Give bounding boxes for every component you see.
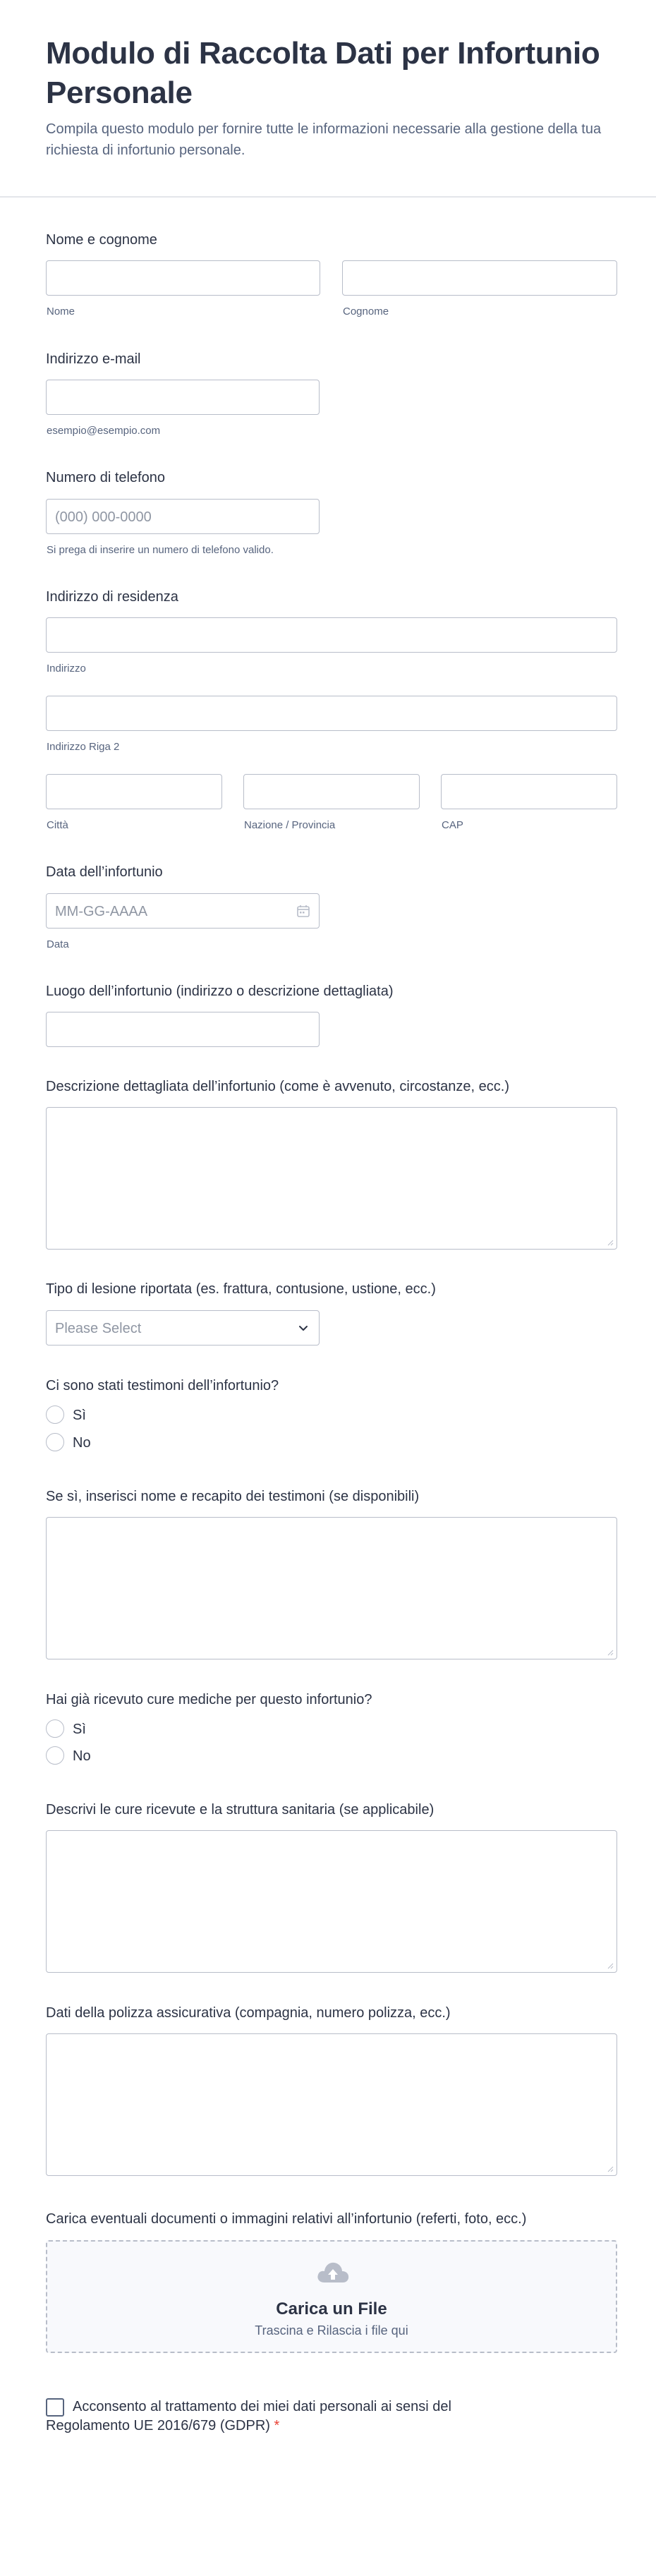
- consent-label: [46, 2397, 497, 2436]
- address-line2-sublabel: Indirizzo Riga 2: [47, 741, 120, 753]
- witness-details-textarea[interactable]: [46, 1517, 617, 1659]
- radio-label: No: [73, 1748, 91, 1764]
- insurance-label: Dati della polizza assicurativa (compagnia, numero polizza, ecc.): [46, 2005, 451, 2021]
- form-title: Modulo di Raccolta Dati per Infortunio Personale: [46, 36, 600, 110]
- form-subtitle: Compila questo modulo per fornire tutte le informazioni necessarie alla gestione della tua richiesta di infortunio personale.: [46, 121, 602, 158]
- injury-location-input[interactable]: [46, 1012, 320, 1047]
- form-header: [46, 34, 610, 161]
- email-input[interactable]: [46, 380, 320, 415]
- cloud-upload-icon: [315, 2258, 351, 2287]
- zip-sublabel: CAP: [442, 819, 463, 831]
- file-upload-dropzone[interactable]: [46, 2240, 617, 2353]
- witness-details-label: Se sì, inserisci nome e recapito dei testimoni (se disponibili): [46, 1489, 420, 1504]
- upload-title: Carica un File: [276, 2299, 387, 2318]
- resize-grip-icon[interactable]: [607, 1962, 614, 1969]
- first-name-sublabel: Nome: [47, 306, 75, 318]
- injury-date-input[interactable]: [46, 893, 320, 929]
- required-mark: *: [274, 2418, 280, 2433]
- resize-grip-icon[interactable]: [607, 1649, 614, 1656]
- injury-date-sublabel: Data: [47, 938, 69, 950]
- address-line2-input[interactable]: [46, 696, 617, 731]
- city-sublabel: Città: [47, 819, 68, 831]
- state-input[interactable]: [243, 774, 420, 809]
- injury-date-placeholder: MM-GG-AAAA: [55, 904, 148, 919]
- radio-label: No: [73, 1435, 91, 1451]
- phone-label: Numero di telefono: [46, 470, 165, 485]
- injury-description-label: Descrizione dettagliata dell’infortunio (come è avvenuto, circostanze, ecc.): [46, 1079, 509, 1094]
- upload-label: Carica eventuali documenti o immagini relativi all’infortunio (referti, foto, ecc.): [46, 2211, 527, 2227]
- treatment-label: Descrivi le cure ricevute e la struttura sanitaria (se applicabile): [46, 1802, 435, 1818]
- email-label: Indirizzo e-mail: [46, 351, 141, 367]
- last-name-sublabel: Cognome: [343, 306, 389, 318]
- injury-type-select[interactable]: [46, 1310, 320, 1346]
- treatment-textarea[interactable]: [46, 1830, 617, 1973]
- last-name-input[interactable]: [342, 260, 617, 296]
- calendar-icon[interactable]: [296, 904, 310, 918]
- insurance-textarea[interactable]: [46, 2033, 617, 2176]
- email-sublabel: esempio@esempio.com: [47, 425, 161, 437]
- injury-description-textarea[interactable]: [46, 1107, 617, 1250]
- full-name-label: Nome e cognome: [46, 232, 157, 248]
- state-sublabel: Nazione / Provincia: [244, 819, 336, 831]
- witnesses-label: Ci sono stati testimoni dell’infortunio?: [46, 1378, 279, 1393]
- chevron-down-icon: [298, 1322, 309, 1334]
- phone-input[interactable]: [46, 499, 320, 534]
- zip-input[interactable]: [441, 774, 617, 809]
- address-label: Indirizzo di residenza: [46, 589, 178, 605]
- injury-type-label: Tipo di lesione riportata (es. frattura, contusione, ustione, ecc.): [46, 1281, 436, 1297]
- radio-button[interactable]: [46, 1405, 64, 1424]
- city-input[interactable]: [46, 774, 222, 809]
- phone-sublabel: Si prega di inserire un numero di telefono valido.: [47, 544, 274, 556]
- resize-grip-icon[interactable]: [607, 1239, 614, 1246]
- phone-placeholder: (000) 000-0000: [55, 509, 152, 525]
- upload-subtitle: Trascina e Rilascia i file qui: [255, 2323, 408, 2338]
- header-divider: [0, 196, 656, 198]
- medical-care-label: Hai già ricevuto cure mediche per questo infortunio?: [46, 1692, 372, 1707]
- radio-label: Sì: [73, 1408, 86, 1423]
- address-line1-sublabel: Indirizzo: [47, 663, 86, 675]
- resize-grip-icon[interactable]: [607, 2165, 614, 2172]
- injury-date-label: Data dell’infortunio: [46, 864, 163, 880]
- radio-label: Sì: [73, 1722, 86, 1737]
- consent-text: Acconsento al trattamento dei miei dati personali ai sensi del Regolamento UE 2016/679 (GDPR): [46, 2399, 451, 2433]
- injury-type-selected: Please Select: [55, 1321, 142, 1336]
- injury-location-label: Luogo dell’infortunio (indirizzo o descrizione dettagliata): [46, 984, 394, 999]
- first-name-input[interactable]: [46, 260, 320, 296]
- radio-button[interactable]: [46, 1433, 64, 1451]
- address-line1-input[interactable]: [46, 617, 617, 653]
- radio-button[interactable]: [46, 1746, 64, 1765]
- radio-button[interactable]: [46, 1719, 64, 1738]
